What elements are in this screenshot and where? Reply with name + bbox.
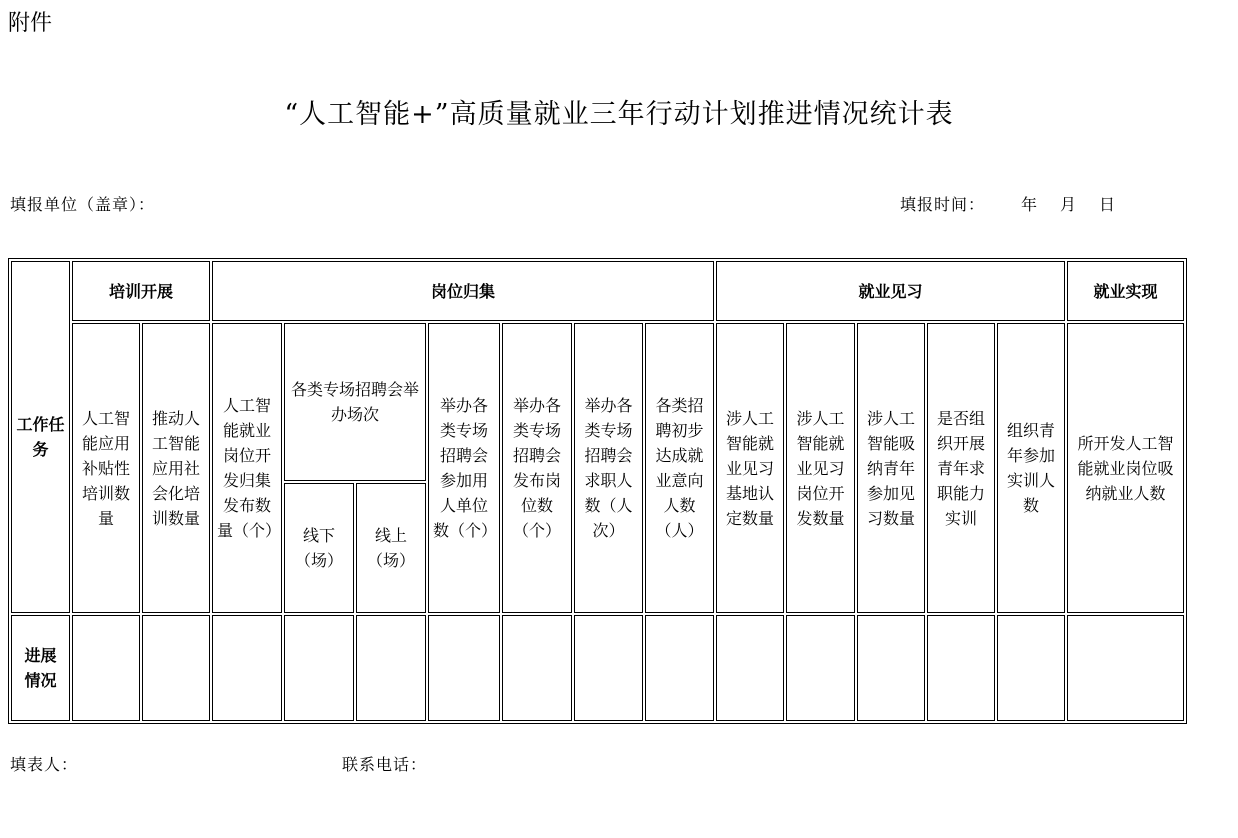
column-header: 涉人工智能就业见习岗位开发数量 xyxy=(786,323,855,613)
progress-cell[interactable] xyxy=(716,615,784,721)
group-internship: 就业见习 xyxy=(716,261,1065,321)
column-header: 人工智能就业岗位开发归集发布数量（个） xyxy=(212,323,282,613)
column-header: 是否组织开展青年求职能力实训 xyxy=(927,323,995,613)
column-header: 涉人工智能就业见习基地认定数量 xyxy=(716,323,784,613)
column-header: 人工智能应用补贴性培训数量 xyxy=(72,323,140,613)
group-job-collection: 岗位归集 xyxy=(212,261,714,321)
progress-row-header xyxy=(11,615,70,721)
filler-label: 填表人： xyxy=(10,755,79,774)
statistics-table xyxy=(8,258,1187,724)
progress-cell[interactable] xyxy=(502,615,572,721)
column-header: 举办各类专场招聘会发布岗位数（个） xyxy=(502,323,572,613)
group-training: 培训开展 xyxy=(72,261,210,321)
attachment-label: 附件 xyxy=(8,11,53,36)
progress-cell[interactable] xyxy=(997,615,1065,721)
column-header: 所开发人工智能就业岗位吸纳就业人数 xyxy=(1067,323,1184,613)
progress-cell[interactable] xyxy=(857,615,925,721)
progress-label-line2: 情况 xyxy=(24,671,57,690)
column-header: 推动人工智能应用社会化培训数量 xyxy=(142,323,210,613)
column-header: 组织青年参加实训人数 xyxy=(997,323,1065,613)
document-title: “人工智能+”高质量就业三年行动计划推进情况统计表 xyxy=(284,99,954,130)
progress-cell[interactable] xyxy=(574,615,643,721)
progress-cell[interactable] xyxy=(212,615,282,721)
job-fair-sessions-header: 各类专场招聘会举办场次 xyxy=(284,323,426,481)
column-header-row xyxy=(11,323,1184,481)
group-header-row xyxy=(11,261,1184,321)
progress-label-line1: 进展 xyxy=(24,646,57,665)
online-sessions-header: 线上（场） xyxy=(356,483,426,613)
progress-cell[interactable] xyxy=(142,615,210,721)
task-row-header: 工作任务 xyxy=(11,261,70,613)
progress-cell[interactable] xyxy=(72,615,140,721)
progress-cell[interactable] xyxy=(786,615,855,721)
phone-label: 联系电话： xyxy=(342,755,428,774)
year-label: 年 xyxy=(1021,195,1039,214)
column-header: 举办各类专场招聘会参加用人单位数（个） xyxy=(428,323,500,613)
progress-cell[interactable] xyxy=(927,615,995,721)
filing-time xyxy=(900,192,1116,215)
filing-time-label: 填报时间： xyxy=(900,195,986,214)
month-label: 月 xyxy=(1060,195,1078,214)
column-header: 各类招聘初步达成就业意向人数（人） xyxy=(645,323,714,613)
progress-cell[interactable] xyxy=(284,615,354,721)
progress-row xyxy=(11,615,1184,721)
progress-cell[interactable] xyxy=(1067,615,1184,721)
day-label: 日 xyxy=(1099,195,1117,214)
column-header: 涉人工智能吸纳青年参加见习数量 xyxy=(857,323,925,613)
column-header: 举办各类专场招聘会求职人数（人次） xyxy=(574,323,643,613)
offline-sessions-header: 线下（场） xyxy=(284,483,354,613)
progress-cell[interactable] xyxy=(428,615,500,721)
group-employment: 就业实现 xyxy=(1067,261,1184,321)
filing-unit-label: 填报单位（盖章）： xyxy=(10,195,156,214)
progress-cell[interactable] xyxy=(645,615,714,721)
progress-cell[interactable] xyxy=(356,615,426,721)
